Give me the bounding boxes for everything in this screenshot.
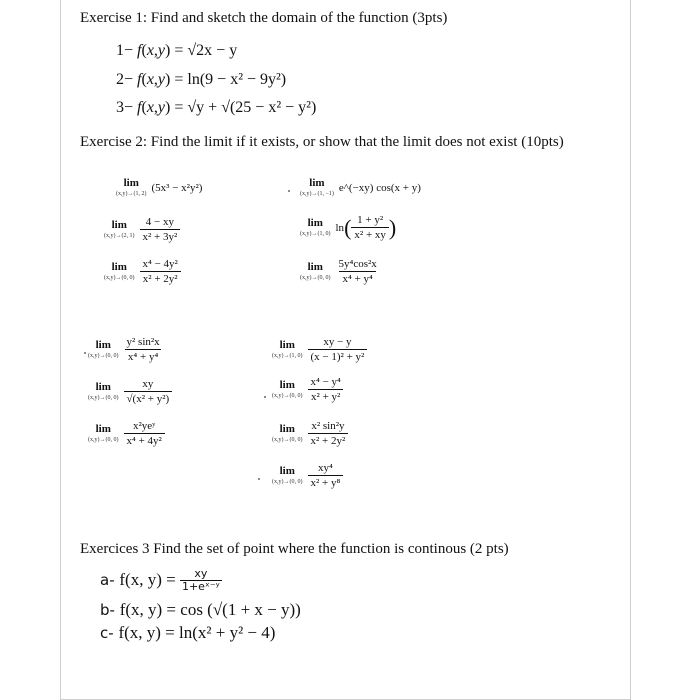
- limit-expression: (5x³ − x²y²): [151, 181, 203, 194]
- item-label: a-: [100, 571, 120, 590]
- item-number: 1−: [116, 42, 138, 59]
- exercise-2-heading: Exercise 2: Find the limit if it exists, or show that the limit does not exist (10pts): [80, 134, 564, 150]
- limit-5: lim (x,y)→(0, 0) $\frac{\text{x⁴ − 4y²}}{\text{x² + 2y²}}$: [104, 258, 181, 285]
- function-rhs: √y + √(25 − x² − y²): [187, 99, 317, 116]
- limit-expression: e^(−xy) cos(x + y): [338, 181, 421, 194]
- ln-operator: ln: [335, 221, 345, 234]
- item-number: 3−: [116, 99, 138, 116]
- limit-4: lim (x,y)→(1, 0) ln ( $\frac{\text{1 + y²}}{\text{x² + xy}}$ ): [300, 214, 397, 241]
- item-number: 2−: [116, 71, 138, 88]
- limit-8: lim (x,y)→(1, 0) $\frac{xy - y}{\text{(x − 1)² + y²}}$: [272, 336, 367, 363]
- item-label: b-: [100, 601, 120, 619]
- bullet-mark: [288, 190, 290, 192]
- exercise-1-heading: Exercise 1: Find and sketch the domain of the function (3pts): [80, 10, 448, 26]
- function-rhs: √2x − y: [187, 42, 238, 59]
- exercise-3-item-a: [100, 568, 222, 593]
- exercise-3-item-b: [100, 600, 301, 620]
- limit-7: lim (x,y)→(0, 0) $\frac{\text{y² sin²x}}{\text{x⁴ + y⁴}}$: [88, 336, 160, 363]
- limit-13: lim (x,y)→(0, 0) $\frac{\text{xy⁴}}{\text{x² + y⁸}}$: [272, 462, 343, 489]
- function-expression: f(x, y) = ln(x² + y² − 4): [118, 623, 276, 642]
- bullet-mark: [264, 396, 266, 398]
- exercise-3-item-c: [100, 623, 275, 643]
- limit-12: lim (x,y)→(0, 0) $\frac{\text{x² sin²y}}{\text{x² + 2y²}}$: [272, 420, 348, 447]
- bullet-mark: [258, 478, 260, 480]
- exercise-1-function-1: 1− f(x,y) = √2x − y: [116, 42, 238, 59]
- function-expression: f(x, y) = cos (√(1 + x − y)): [119, 600, 301, 619]
- limit-6: lim (x,y)→(0, 0) $\frac{\text{5y⁴cos²x}}{\text{x⁴ + y⁴}}$: [300, 258, 377, 285]
- limit-9: lim (x,y)→(0, 0) $\frac{xy}{\text{√(x² + y²)}}$: [88, 378, 172, 405]
- function-rhs: ln(9 − x² − 9y²): [187, 71, 287, 88]
- limit-10: lim (x,y)→(0, 0) $\frac{\text{x⁴ − y⁴}}{\text{x² + y²}}$: [272, 376, 344, 403]
- limit-1: lim (x,y)→(1, 2) (5x³ − x²y²): [116, 177, 203, 197]
- bullet-mark: [84, 352, 86, 354]
- exercise-1-function-2: 2− f(x,y) = ln(9 − x² − 9y²): [116, 71, 287, 88]
- limit-11: lim (x,y)→(0, 0) $\frac{\text{x²yeʸ}}{\text{x⁴ + 4y²}}$: [88, 420, 165, 447]
- fraction: $\frac{xy}{\text{1+eˣ⁻ʸ}}$: [181, 567, 220, 594]
- item-label: c-: [100, 624, 119, 642]
- exercise-1-function-3: 3− f(x,y) = √y + √(25 − x² − y²): [116, 99, 317, 116]
- limit-3: lim (x,y)→(2, 1) $\frac{4 - xy}{\text{x² + 3y²}}$: [104, 216, 180, 243]
- limit-2: lim (x,y)→(1, −1) e^(−xy) cos(x + y): [300, 177, 421, 197]
- exercise-3-heading: Exercices 3 Find the set of point where the function is continous (2 pts): [80, 541, 509, 557]
- function-lhs: f(x, y) =: [119, 570, 180, 590]
